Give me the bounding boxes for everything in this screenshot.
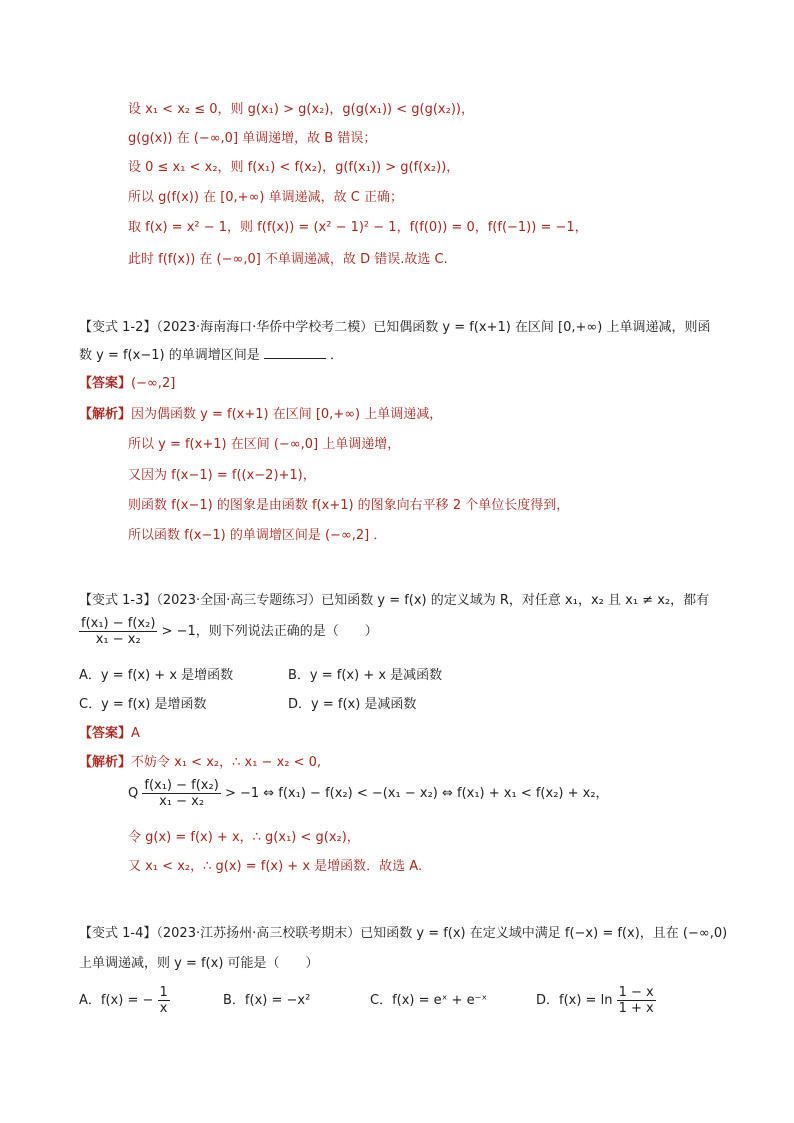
fraction-denominator: x₁ − x₂ [95, 632, 141, 647]
because-symbol: Q [128, 786, 139, 801]
analysis-row [79, 406, 442, 424]
answer-value: (−∞,2] [131, 376, 176, 391]
fraction-denominator: x₁ − x₂ [159, 794, 205, 809]
prev-solution-line-4: 所以 g(f(x)) 在 [0,+∞) 单调递减，故 C 正确； [128, 190, 403, 205]
question-1-2-line-a [79, 319, 710, 337]
analysis-line-2: 所以 y = f(x+1) 在区间 (−∞,0] 上单调递增， [128, 437, 401, 452]
question-text: > −1，则下列说法正确的是（ ） [161, 624, 378, 639]
analysis-line-1: 不妨令 x₁ < x₂，∴ x₁ − x₂ < 0, [131, 755, 322, 770]
fraction-numerator: f(x₁) − f(x₂) [81, 616, 156, 631]
fraction-denominator: x [159, 1001, 168, 1016]
analysis-fraction [142, 778, 220, 809]
analysis-text: > −1 ⇔ f(x₁) − f(x₂) < −(x₁ − x₂) ⇔ f(x₁) + x₁ < f(x₂) + x₂， [224, 786, 609, 801]
option-a-fraction [158, 985, 170, 1016]
option-b[interactable]: B．y = f(x) + x 是减函数 [288, 668, 443, 683]
question-source: （2023·江苏扬州·高三校联考期末） [156, 926, 361, 941]
option-c[interactable]: C．y = f(x) 是增函数 [79, 697, 207, 712]
option-d[interactable]: D．y = f(x) 是减函数 [288, 697, 417, 712]
analysis-line-3: 令 g(x) = f(x) + x，∴ g(x₁) < g(x₂)， [128, 830, 360, 845]
option-d-text: D．f(x) = ln [536, 993, 613, 1008]
option-d[interactable] [536, 985, 656, 1016]
analysis-line-3: 又因为 f(x−1) = f((x−2)+1)， [128, 468, 316, 483]
analysis-tag: 【解析】 [79, 407, 132, 422]
prev-solution-line-1: 设 x₁ < x₂ ≤ 0，则 g(x₁) > g(x₂)，g(g(x₁)) < g(g(x₂))， [128, 102, 474, 117]
question-text: 已知函数 y = f(x) 的定义域为 R，对任意 x₁，x₂ 且 x₁ ≠ x₂，都有 [321, 593, 710, 608]
fraction-numerator: 1 [159, 985, 168, 1000]
question-text: 数 y = f(x−1) 的单调增区间是 [79, 348, 260, 363]
answer-row [79, 725, 140, 743]
option-a-text: A．f(x) = − [79, 993, 154, 1008]
question-source: （2023·全国·高三专题练习） [156, 593, 322, 608]
prev-solution-line-5: 取 f(x) = x² − 1，则 f(f(x)) = (x² − 1)² − 1，f(f(0)) = 0，f(f(−1)) = −1， [128, 220, 588, 235]
question-tag: 【变式 1-4】 [79, 926, 157, 941]
analysis-line-4: 又 x₁ < x₂，∴ g(x) = f(x) + x 是增函数．故选 A. [128, 859, 423, 874]
question-1-3-line-a [79, 592, 709, 610]
question-source: （2023·海南海口·华侨中学校考二模） [156, 320, 374, 335]
analysis-tag: 【解析】 [79, 755, 132, 770]
answer-blank [264, 346, 326, 359]
option-a[interactable]: A．y = f(x) + x 是增函数 [79, 668, 234, 683]
analysis-line-2 [128, 778, 609, 809]
prev-solution-line-6: 此时 f(f(x)) 在 (−∞,0] 不单调递减，故 D 错误.故选 C. [128, 252, 448, 267]
analysis-row [79, 754, 321, 772]
prev-solution-line-2: g(g(x)) 在 (−∞,0] 单调递增，故 B 错误； [128, 131, 377, 146]
analysis-line-5: 所以函数 f(x−1) 的单调增区间是 (−∞,2] ． [128, 528, 387, 543]
option-c[interactable]: C．f(x) = eˣ + e⁻ˣ [370, 993, 488, 1008]
question-text: 上单调递减，则 y = f(x) 可能是（ ） [79, 956, 319, 971]
answer-tag: 【答案】 [79, 726, 132, 741]
question-1-2-line-b [79, 346, 343, 365]
question-tag: 【变式 1-3】 [79, 593, 157, 608]
answer-row [79, 375, 175, 393]
fraction-numerator: f(x₁) − f(x₂) [144, 778, 219, 793]
question-1-3-line-b [79, 616, 378, 647]
question-text: 已知偶函数 y = f(x+1) 在区间 [0,+∞) 上单调递减，则函 [373, 320, 711, 335]
analysis-line-4: 则函数 f(x−1) 的图象是由函数 f(x+1) 的图象向右平移 2 个单位长度得到， [128, 498, 570, 513]
analysis-line-1: 因为偶函数 y = f(x+1) 在区间 [0,+∞) 上单调递减， [131, 407, 443, 422]
answer-value: A [131, 726, 140, 741]
option-a[interactable] [79, 985, 170, 1016]
fraction-numerator: 1 − x [618, 985, 654, 1000]
question-1-4-line-a [79, 925, 727, 943]
condition-fraction [79, 616, 157, 647]
question-tag: 【变式 1-2】 [79, 320, 157, 335]
fraction-denominator: 1 + x [618, 1001, 654, 1016]
period: ． [329, 348, 343, 363]
question-text: 已知函数 y = f(x) 在定义域中满足 f(−x) = f(x)，且在 (−∞,0) [360, 926, 728, 941]
prev-solution-line-3: 设 0 ≤ x₁ < x₂，则 f(x₁) < f(x₂)，g(f(x₁)) > g(f(x₂))， [128, 160, 460, 175]
option-d-fraction [617, 985, 656, 1016]
answer-tag: 【答案】 [79, 376, 132, 391]
option-b[interactable]: B．f(x) = −x² [223, 993, 311, 1008]
